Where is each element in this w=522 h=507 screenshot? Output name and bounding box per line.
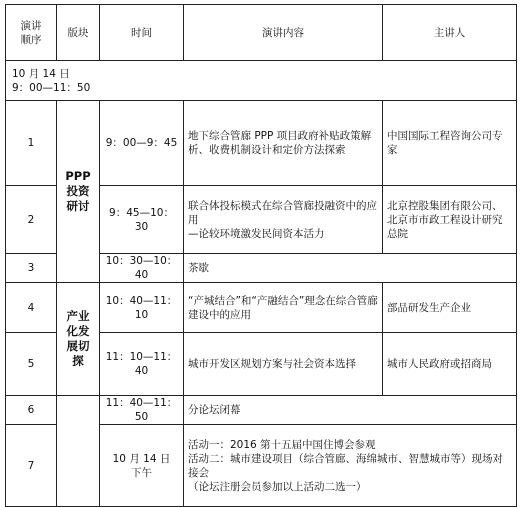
order-cell: 5 bbox=[6, 333, 57, 396]
date-line: 10 月 14 日 bbox=[12, 67, 70, 80]
content-cell: 活动一：2016 第十五届中国住博会参观 活动二：城市建设项目（综合管廊、海绵城市、智慧城市等）现场对接会 （论坛注册会员参加以上活动二选一） bbox=[184, 425, 517, 507]
date-cell bbox=[6, 61, 517, 101]
time-range-line: 9：00—11：50 bbox=[12, 81, 91, 94]
time-cell: 10 月 14 日 下午 bbox=[100, 425, 184, 507]
schedule-table bbox=[5, 4, 517, 507]
header-order: 演讲 顺序 bbox=[6, 5, 57, 61]
section-empty bbox=[57, 396, 100, 507]
speaker-cell: 北京控股集团有限公司、北京市市政工程设计研究总院 bbox=[383, 186, 517, 254]
content-cell: 分论坛闭幕 bbox=[184, 396, 517, 425]
date-row bbox=[6, 61, 517, 101]
order-cell: 1 bbox=[6, 101, 57, 186]
time-cell: 9：45—10：30 bbox=[100, 186, 184, 254]
speaker-cell: 部品研发生产企业 bbox=[383, 283, 517, 333]
order-cell: 4 bbox=[6, 283, 57, 333]
time-cell: 11：40—11：50 bbox=[100, 396, 184, 425]
time-cell: 11：10—11：40 bbox=[100, 333, 184, 396]
section-ppp: PPP 投资 研讨 bbox=[57, 101, 100, 283]
time-cell: 10：30—10：40 bbox=[100, 254, 184, 283]
content-cell: 茶歇 bbox=[184, 254, 517, 283]
content-cell: “产城结合”和“产融结合”理念在综合管廊建设中的应用 bbox=[184, 283, 383, 333]
table-row bbox=[6, 283, 517, 333]
table-row bbox=[6, 101, 517, 186]
speaker-cell: 中国国际工程咨询公司专家 bbox=[383, 101, 517, 186]
header-time: 时间 bbox=[100, 5, 184, 61]
order-cell: 2 bbox=[6, 186, 57, 254]
order-cell: 6 bbox=[6, 396, 57, 425]
table-row bbox=[6, 396, 517, 425]
content-cell: 联合体投标模式在综合管廊投融资中的应用 —论较环境激发民间资本活力 bbox=[184, 186, 383, 254]
content-cell: 地下综合管廊 PPP 项目政府补贴政策解析、收费机制设计和定价方法探索 bbox=[184, 101, 383, 186]
time-cell: 10：40—11：10 bbox=[100, 283, 184, 333]
section-industry: 产业 化发 展切 探 bbox=[57, 283, 100, 396]
order-cell: 3 bbox=[6, 254, 57, 283]
header-content: 演讲内容 bbox=[184, 5, 383, 61]
order-cell: 7 bbox=[6, 425, 57, 507]
header-speaker: 主讲人 bbox=[383, 5, 517, 61]
header-section: 版块 bbox=[57, 5, 100, 61]
header-row bbox=[6, 5, 517, 61]
speaker-cell: 城市人民政府或招商局 bbox=[383, 333, 517, 396]
time-cell: 9：00—9：45 bbox=[100, 101, 184, 186]
content-cell: 城市开发区规划方案与社会资本选择 bbox=[184, 333, 383, 396]
